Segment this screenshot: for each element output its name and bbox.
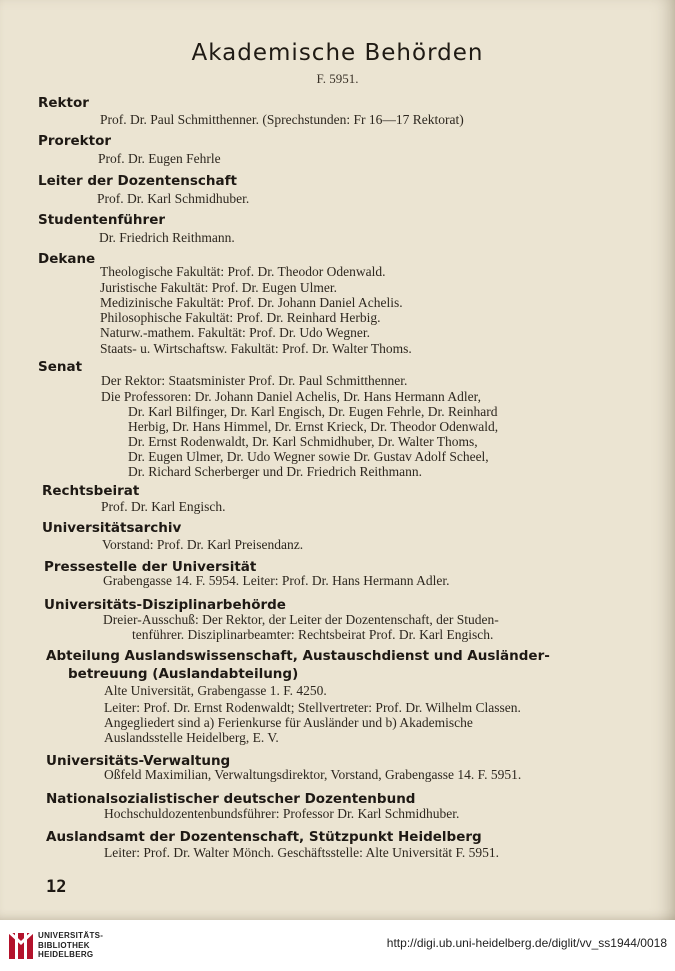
page-number: 12 [46,877,67,897]
dekane-line: Juristische Fakultät: Prof. Dr. Eugen Ulmer. [100,280,337,295]
heading-prorektor: Prorektor [38,133,112,149]
rektor-line: Prof. Dr. Paul Schmitthenner. (Sprechstunden: Fr 16—17 Rektorat) [100,112,464,127]
logo-line: HEIDELBERG [38,950,94,959]
heading-senat: Senat [38,359,83,375]
library-logo-text [38,931,103,960]
ausland-line: Angegliedert sind a) Ferienkurse für Ausländer und b) Akademische [104,715,473,730]
heading-dekane: Dekane [38,251,96,267]
logo-line: BIBLIOTHEK [38,940,90,950]
footer-bar [0,920,675,971]
heading-auslandsamt: Auslandsamt der Dozentenschaft, Stützpunkt Heidelberg [46,829,482,845]
studentenfuehrer-line: Dr. Friedrich Reithmann. [99,230,235,245]
heading-dozentenschaft: Leiter der Dozentenschaft [38,173,237,189]
senat-line: Herbig, Dr. Hans Himmel, Dr. Ernst Krieck, Dr. Theodor Odenwald, [128,419,499,434]
dekane-line: Medizinische Fakultät: Prof. Dr. Johann Daniel Achelis. [100,295,403,310]
heading-rektor: Rektor [38,95,89,111]
ausland-line: Alte Universität, Grabengasse 1. F. 4250. [104,683,327,698]
library-logo-icon [8,929,34,963]
rechtsbeirat-line: Prof. Dr. Karl Engisch. [101,499,226,514]
auslandsamt-line: Leiter: Prof. Dr. Walter Mönch. Geschäftsstelle: Alte Universität F. 5951. [104,845,500,860]
senat-line: Dr. Richard Scherberger und Dr. Friedrich Reithmann. [128,464,423,479]
page-title: Akademische Behörden [191,40,484,66]
ausland-line: Auslandsstelle Heidelberg, E. V. [104,730,279,745]
dekane-line: Staats- u. Wirtschaftsw. Fakultät: Prof. Dr. Walter Thoms. [100,341,412,356]
disziplinar-line: Dreier-Ausschuß: Der Rektor, der Leiter der Dozentenschaft, der Studen- [103,612,499,627]
prorektor-line: Prof. Dr. Eugen Fehrle [98,151,221,166]
heading-ausland: Abteilung Auslandswissenschaft, Austauschdienst und Ausländer- [46,648,550,664]
source-url-link[interactable]: http://digi.ub.uni-heidelberg.de/diglit/vv_ss1944/0018 [386,936,667,950]
dekane-line: Philosophische Fakultät: Prof. Dr. Reinhard Herbig. [100,310,381,325]
heading-nsd: Nationalsozialistischer deutscher Dozentenbund [46,791,416,807]
heading-rechtsbeirat: Rechtsbeirat [42,483,140,499]
ausland-line: Leiter: Prof. Dr. Ernst Rodenwaldt; Stellvertreter: Prof. Dr. Wilhelm Classen. [104,700,521,715]
heading-archiv: Universitätsarchiv [42,520,182,536]
heading-verwaltung: Universitäts-Verwaltung [46,753,231,769]
logo-line: UNIVERSITÄTS- [38,931,104,940]
dekane-line: Naturw.-mathem. Fakultät: Prof. Dr. Udo Wegner. [100,325,370,340]
senat-line: Dr. Karl Bilfinger, Dr. Karl Engisch, Dr. Eugen Fehrle, Dr. Reinhard [128,404,498,419]
verwaltung-line: Oßfeld Maximilian, Verwaltungsdirektor, Vorstand, Grabengasse 14. F. 5951. [104,767,522,782]
archiv-line: Vorstand: Prof. Dr. Karl Preisendanz. [102,537,304,552]
pressestelle-line: Grabengasse 14. F. 5954. Leiter: Prof. Dr. Hans Hermann Adler. [103,573,450,588]
senat-line: Dr. Ernst Rodenwaldt, Dr. Karl Schmidhuber, Dr. Walter Thoms, [128,434,478,449]
heading-ausland-cont: betreuung (Auslandabteilung) [68,666,299,682]
senat-line: Der Rektor: Staatsminister Prof. Dr. Paul Schmitthenner. [101,373,408,388]
dekane-line: Theologische Fakultät: Prof. Dr. Theodor Odenwald. [100,264,386,279]
nsd-line: Hochschuldozentenbundsführer: Professor Dr. Karl Schmidhuber. [104,806,460,821]
heading-pressestelle: Pressestelle der Universität [44,559,257,575]
heading-studentenfuehrer: Studentenführer [38,212,166,228]
heading-disziplinar: Universitäts-Disziplinarbehörde [44,597,286,613]
disziplinar-line: tenführer. Disziplinarbeamter: Rechtsbeirat Prof. Dr. Karl Engisch. [132,627,494,642]
dozentenschaft-line: Prof. Dr. Karl Schmidhuber. [97,191,250,206]
page-subtitle: F. 5951. [316,71,359,86]
senat-line: Die Professoren: Dr. Johann Daniel Achelis, Dr. Hans Hermann Adler, [101,389,482,404]
senat-line: Dr. Eugen Ulmer, Dr. Udo Wegner sowie Dr. Gustav Adolf Scheel, [128,449,489,464]
